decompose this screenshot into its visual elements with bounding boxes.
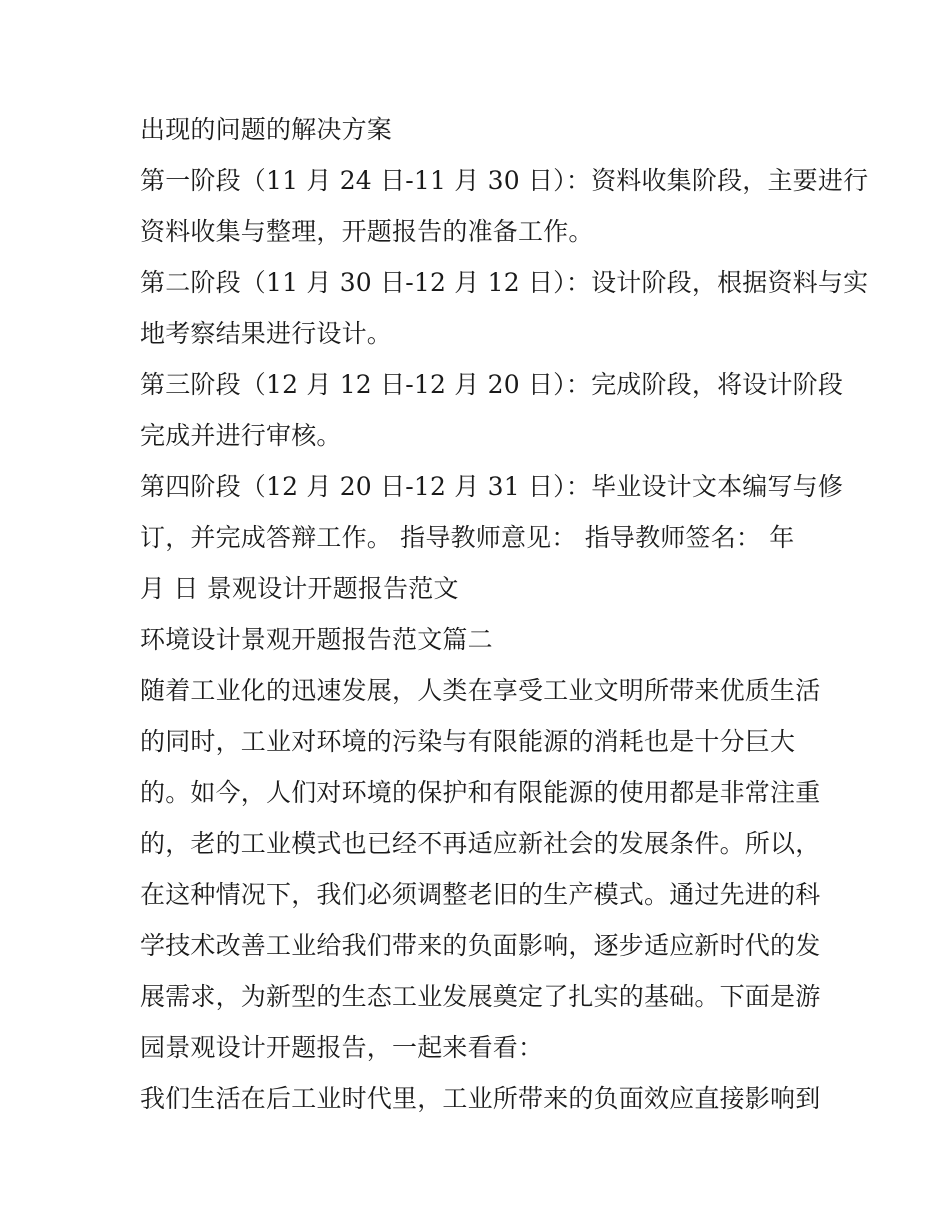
text-line: 在这种情况下，我们必须调整老旧的生产模式。通过先进的科 <box>140 880 821 909</box>
text-line: 的，老的工业模式也已经不再适应新社会的发展条件。所以， <box>140 829 821 858</box>
text-line: 资料收集与整理，开题报告的准备工作。 <box>140 217 594 246</box>
text-line: 我们生活在后工业时代里，工业所带来的负面效应直接影响到 <box>140 1084 821 1113</box>
text-line: 第一阶段（11 月 24 日-11 月 30 日）：资料收集阶段，主要进行 <box>140 166 869 195</box>
text-line: 地考察结果进行设计。 <box>140 319 393 348</box>
text-line: 第四阶段（12 月 20 日-12 月 31 日）：毕业设计文本编写与修 <box>140 472 844 501</box>
text-line: 的同时，工业对环境的污染与有限能源的消耗也是十分巨大 <box>140 727 796 756</box>
text-line: 完成并进行审核。 <box>140 421 342 450</box>
text-line: 随着工业化的迅速发展，人类在享受工业文明所带来优质生活 <box>140 676 821 705</box>
text-line: 园景观设计开题报告，一起来看看： <box>140 1033 544 1062</box>
text-line: 学技术改善工业给我们带来的负面影响，逐步适应新时代的发 <box>140 931 821 960</box>
text-line: 展需求，为新型的生态工业发展奠定了扎实的基础。下面是游 <box>140 982 821 1011</box>
text-line: 出现的问题的解决方案 <box>140 115 393 144</box>
text-line: 订，并完成答辩工作。 指导教师意见： 指导教师签名： 年 <box>140 523 795 552</box>
document-page <box>140 104 869 1124</box>
text-line: 的。如今，人们对环境的保护和有限能源的使用都是非常注重 <box>140 778 821 807</box>
text-line: 月 日 景观设计开题报告范文 <box>140 574 459 603</box>
text-line: 第三阶段（12 月 12 日-12 月 20 日）：完成阶段，将设计阶段 <box>140 370 844 399</box>
text-line: 第二阶段（11 月 30 日-12 月 12 日）：设计阶段，根据资料与实 <box>140 268 869 297</box>
section-heading: 环境设计景观开题报告范文篇二 <box>140 625 493 654</box>
